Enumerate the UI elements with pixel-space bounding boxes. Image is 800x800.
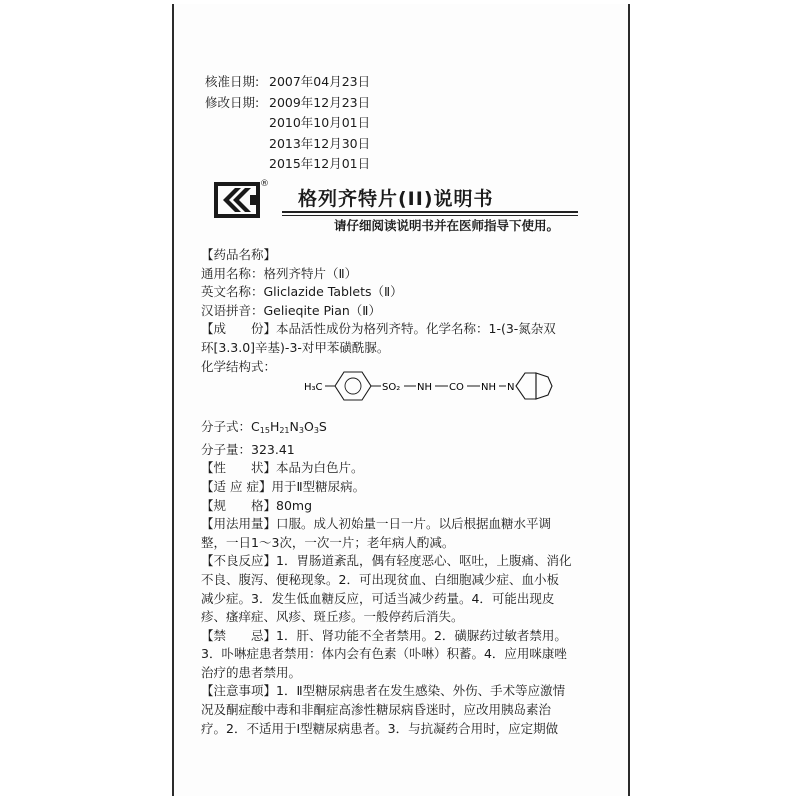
amine-group: NH <box>417 382 432 393</box>
sulfonyl-group: SO₂ <box>382 382 401 393</box>
modify-date-row <box>205 154 370 175</box>
leaflet-body <box>201 246 615 738</box>
carbonyl-group: CO <box>449 382 464 393</box>
caution-line: 况及酮症酸中毒和非酮症高渗性糖尿病昏迷时，应改用胰岛素治 <box>201 702 552 718</box>
adverse-line: 【不良反应】1．胃肠道紊乱，偶有轻度恶心、呕吐，上腹痛、消化 <box>201 553 572 569</box>
pinyin-name: 汉语拼音：Gelieqite Pian（Ⅱ） <box>201 302 381 318</box>
methyl-group: H₃C <box>304 382 323 393</box>
modify-date-row <box>205 134 370 155</box>
structure-label: 化学结构式： <box>201 358 277 374</box>
title-rule <box>282 211 578 213</box>
drug-name-heading: 【药品名称】 <box>201 247 277 262</box>
contraindication-line: 3．卟啉症患者禁用：体内会有色素（卟啉）积蓄。4．应用咪康唑 <box>201 646 567 662</box>
dosage-line: 【用法用量】口服。成人初始量一日一片。以后根据血糖水平调 <box>201 516 552 532</box>
approve-date-label: 核准日期: <box>205 74 260 89</box>
character-section: 【性 状】本品为白色片。 <box>201 460 364 476</box>
approve-date-value: 2007年04月23日 <box>269 74 371 89</box>
caution-line: 【注意事项】1．Ⅱ型糖尿病患者在发生感染、外伤、手术等应激情 <box>201 683 566 699</box>
contraindication-line: 治疗的患者禁用。 <box>201 664 302 680</box>
modify-date-label: 修改日期: <box>205 94 260 110</box>
document-title: 格列齐特片(II)说明书 <box>298 188 494 210</box>
cyclopentane-ring <box>536 373 552 399</box>
ring-nitrogen: N <box>507 382 515 393</box>
modify-date-row <box>205 113 370 134</box>
date-block <box>205 72 370 175</box>
composition-line: 【成 份】本品活性成份为格列齐特。化学名称：1-(3-氮杂双 <box>201 321 556 337</box>
molecular-formula: 分子式：$C_{15}H_{21}N_3O_3S$ <box>201 419 327 436</box>
english-name: 英文名称：Gliclazide Tablets（Ⅱ） <box>201 284 403 300</box>
specification-section: 【规 格】80mg <box>201 497 313 513</box>
benzene-ring <box>335 372 371 400</box>
modify-date-value: 2013年12月30日 <box>269 135 371 151</box>
approve-date-row <box>205 72 370 93</box>
modify-date-value: 2010年10月01日 <box>269 115 371 130</box>
modify-date-value: 2009年12月23日 <box>269 94 371 110</box>
contraindication-line: 【禁 忌】1．肝、肾功能不全者禁用。2．磺脲药过敏者禁用。 <box>201 627 567 643</box>
pyrrolidine-ring <box>516 373 536 399</box>
registered-mark: ® <box>260 179 269 189</box>
amine-group: NH <box>481 382 496 393</box>
document-subtitle: 请仔细阅读说明书并在医师指导下使用。 <box>334 218 560 233</box>
company-logo <box>213 176 269 220</box>
indication-section: 【适 应 症】用于Ⅱ型糖尿病。 <box>201 478 366 494</box>
modify-date-row <box>205 93 370 114</box>
adverse-line: 减少症。3．发生低血糖反应，可适当减少药量。4．可能出现皮 <box>201 590 555 606</box>
caution-line: 疗。2．不适用于Ⅰ型糖尿病患者。3．与抗凝药合用时，应定期做 <box>201 720 559 736</box>
dosage-line: 整，一日1～3次，一次一片；老年病人酌减。 <box>201 534 455 550</box>
molecular-weight: 分子量：323.41 <box>201 441 295 457</box>
adverse-line: 疹、瘙痒症、风疹、斑丘疹。一般停药后消失。 <box>201 609 464 625</box>
composition-line: 环[3.3.0]辛基)-3-对甲苯磺酰脲。 <box>201 339 390 355</box>
modify-date-value: 2015年12月01日 <box>269 156 371 171</box>
generic-name: 通用名称：格列齐特片（Ⅱ） <box>201 265 358 281</box>
chemical-structure <box>300 367 560 405</box>
adverse-line: 不良、腹泻、便秘现象。2．可出现贫血、白细胞减少症、血小板 <box>201 571 559 587</box>
